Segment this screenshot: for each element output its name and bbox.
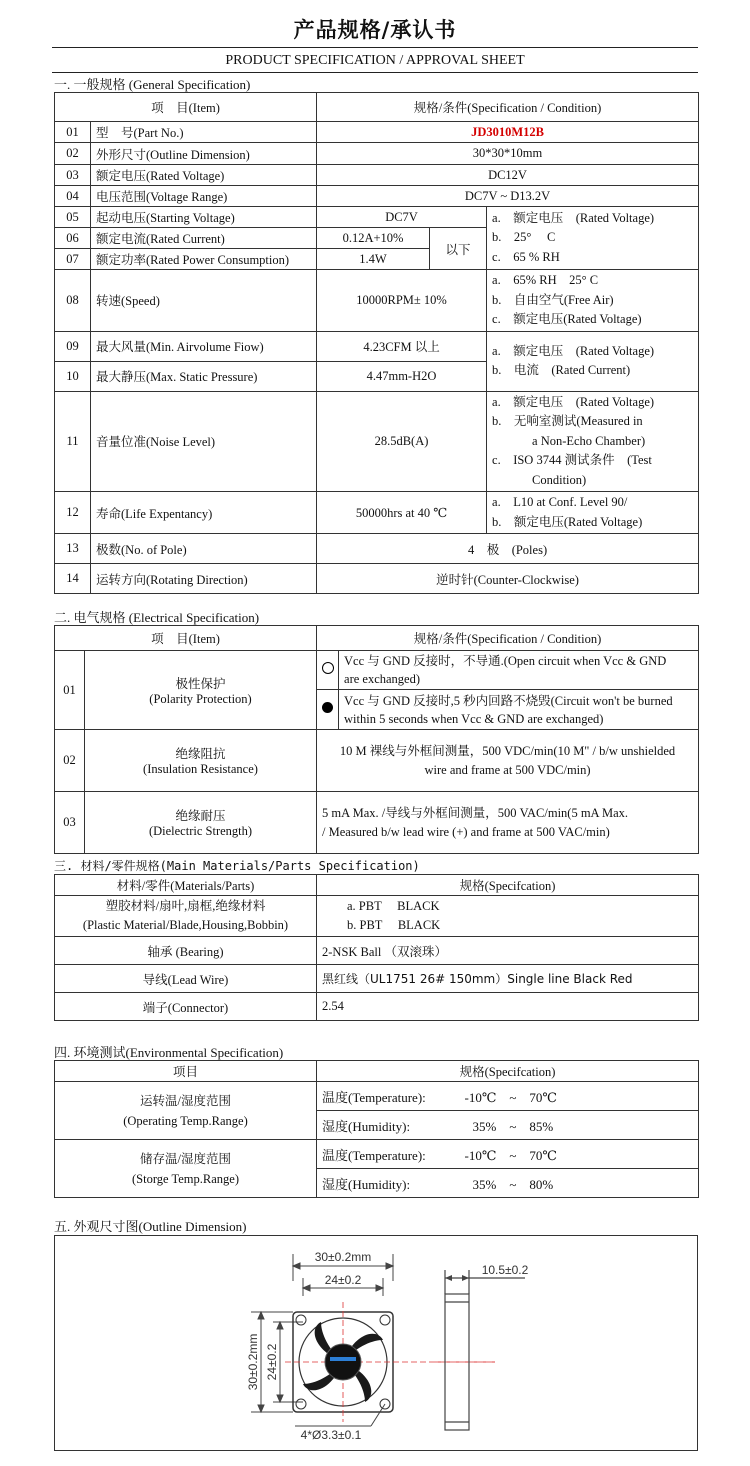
row-no: 13 <box>55 534 91 564</box>
row-item: 最大静压(Max. Static Pressure) <box>91 361 317 391</box>
row-spec: 4 极 (Poles) <box>317 534 699 564</box>
spec-line: b. PBT BLACK <box>347 918 441 932</box>
spec-line: 10 M 裸线与外框间测量，500 VDC/min(10 M" / b/w unshielded <box>339 743 676 758</box>
dim-outer-label: 30±0.2mm <box>314 1250 372 1264</box>
row-item: 极数(No. of Pole) <box>91 534 317 564</box>
item-cn: 绝缘耐压 <box>175 809 226 823</box>
row-spec: 30*30*10mm <box>317 143 699 165</box>
outline-drawing <box>55 1236 697 1450</box>
row-no: 01 <box>55 651 85 730</box>
row-item: 音量位准(Noise Level) <box>91 391 317 492</box>
outline-drawing-frame <box>54 1235 698 1451</box>
condition-line: c. 额定电压(Rated Voltage) <box>492 312 642 326</box>
filled-circle-icon <box>317 690 339 730</box>
row-spec: 4.47mm-H2O <box>317 361 487 391</box>
spec-line: Vcc 与 GND 反接时,5 秒内回路不烧毁(Circuit won't be burned <box>344 693 673 708</box>
row-no: 04 <box>55 186 91 207</box>
spec-line: wire and frame at 500 VDC/min) <box>424 762 591 777</box>
row-spec <box>317 730 699 792</box>
condition-line: b. 25° C <box>492 230 556 245</box>
row-no: 01 <box>55 122 91 143</box>
row-item: 外形尺寸(Outline Dimension) <box>91 143 317 165</box>
row-item <box>85 792 317 854</box>
row-no: 03 <box>55 792 85 854</box>
head-spec: 规格(Specifcation) <box>317 875 699 896</box>
row-item: 转速(Speed) <box>91 270 317 332</box>
condition-line: b. 无响室测试(Measured in <box>492 414 643 428</box>
row-no: 02 <box>55 143 91 165</box>
hum-range: 35% ~ 85% <box>457 1111 699 1140</box>
row-no: 12 <box>55 492 91 534</box>
row-no: 14 <box>55 564 91 594</box>
row-no: 02 <box>55 730 85 792</box>
section-electrical-heading: 二. 电气规格 (Electrical Specification) <box>54 610 260 625</box>
item-en: (Storge Temp.Range) <box>132 1171 239 1186</box>
row-no: 10 <box>55 361 91 391</box>
spec-line: are exchanged) <box>344 672 421 686</box>
item-cn: 极性保护 <box>175 676 226 691</box>
condition-list <box>487 391 699 492</box>
condition-list <box>487 331 699 391</box>
part-number: JD3010M12B <box>317 122 699 143</box>
condition-line: a. 额定电压 (Rated Voltage) <box>492 343 655 358</box>
item-en: (Plastic Material/Blade,Housing,Bobbin) <box>82 918 289 932</box>
item-cn: 运转温/湿度范围 <box>140 1093 231 1108</box>
condition-line: a. 额定电压 (Rated Voltage) <box>492 210 655 225</box>
item-cn: 储存温/湿度范围 <box>140 1151 231 1166</box>
below-label: 以下 <box>430 228 487 270</box>
row-spec: 黑红线（UL1751 26# 150mm）Single line Black Red <box>317 965 699 993</box>
row-item: 额定功率(Rated Power Consumption) <box>91 249 317 270</box>
head-item: 项目 <box>55 1061 317 1082</box>
temp-range: -10℃ ~ 70℃ <box>457 1082 699 1111</box>
head-spec: 规格/条件(Specification / Condition) <box>317 93 699 122</box>
condition-line: b. 额定电压(Rated Voltage) <box>492 514 643 529</box>
condition-list <box>487 270 699 332</box>
row-no: 08 <box>55 270 91 332</box>
section-outline-heading: 五. 外观尺寸图(Outline Dimension) <box>54 1219 247 1234</box>
spec-line: a. PBT BLACK <box>347 899 440 913</box>
electrical-spec-table <box>54 625 699 854</box>
dim-inner-label: 24±0.2 <box>324 1273 362 1287</box>
item-en: (Polarity Protection) <box>149 691 252 706</box>
open-circle-icon <box>317 651 339 690</box>
condition-line: c. 65 % RH <box>492 249 560 264</box>
title-rule <box>52 47 698 48</box>
row-item: 端子(Connector) <box>55 993 317 1021</box>
row-item: 电压范围(Voltage Range) <box>91 186 317 207</box>
row-no: 06 <box>55 228 91 249</box>
row-spec: 2.54 <box>317 993 699 1021</box>
condition-line: b. 电流 (Rated Current) <box>492 363 631 377</box>
row-item <box>85 730 317 792</box>
temp-label: 温度(Temperature): <box>317 1140 457 1169</box>
head-item: 材料/零件(Materials/Parts) <box>55 875 317 896</box>
row-spec: 28.5dB(A) <box>317 391 487 492</box>
hum-label: 湿度(Humidity): <box>317 1169 457 1198</box>
row-item: 型 号(Part No.) <box>91 122 317 143</box>
temp-label: 温度(Temperature): <box>317 1082 457 1111</box>
page-subtitle: PRODUCT SPECIFICATION / APPROVAL SHEET <box>225 53 525 68</box>
row-item <box>55 1082 317 1140</box>
row-item: 最大风量(Min. Airvolume Fiow) <box>91 331 317 361</box>
row-spec: DC7V ~ D13.2V <box>317 186 699 207</box>
row-spec <box>339 651 699 690</box>
row-spec: 1.4W <box>317 249 430 270</box>
spec-line: within 5 seconds when Vcc & GND are exchanged) <box>344 711 604 726</box>
row-no: 11 <box>55 391 91 492</box>
row-item <box>55 896 317 937</box>
row-item <box>55 1140 317 1198</box>
row-item: 寿命(Life Expentancy) <box>91 492 317 534</box>
row-spec: 逆时针(Counter-Clockwise) <box>317 564 699 594</box>
spec-line: 5 mA Max. /导线与外框间测量，500 VAC/min(5 mA Max. <box>322 805 629 820</box>
item-en: (Dielectric Strength) <box>148 824 253 838</box>
row-spec <box>317 792 699 854</box>
spec-line: / Measured b/w lead wire (+) and frame at 500 VAC/min) <box>322 824 610 839</box>
condition-line: a. 65% RH 25° C <box>492 273 599 287</box>
row-spec: 50000hrs at 40 ℃ <box>317 492 487 534</box>
condition-line: a. L10 at Conf. Level 90/ <box>492 495 628 509</box>
condition-line: Condition) <box>532 472 587 487</box>
row-no: 03 <box>55 165 91 186</box>
hum-label: 湿度(Humidity): <box>317 1111 457 1140</box>
row-item: 导线(Lead Wire) <box>55 965 317 993</box>
item-en: (Insulation Resistance) <box>143 762 258 776</box>
row-item <box>85 651 317 730</box>
head-spec: 规格/条件(Specification / Condition) <box>317 626 699 651</box>
environment-table <box>54 1060 699 1198</box>
row-spec: 0.12A+10% <box>317 228 430 249</box>
head-item: 项 目(Item) <box>55 626 317 651</box>
hum-range: 35% ~ 80% <box>457 1169 699 1198</box>
head-spec: 规格(Specifcation) <box>317 1061 699 1082</box>
row-spec <box>339 690 699 730</box>
subtitle-rule <box>52 72 698 73</box>
dim-outer-vertical-label: 30±0.2mm <box>246 1333 260 1391</box>
head-item: 项 目(Item) <box>55 93 317 122</box>
row-item: 额定电压(Rated Voltage) <box>91 165 317 186</box>
section-general-heading: 一. 一般规格 (General Specification) <box>54 77 251 92</box>
page-title: 产品规格/承认书 <box>293 18 457 42</box>
item-cn: 塑胶材料/扇叶,扇框,绝缘材料 <box>105 899 266 913</box>
row-spec: DC7V <box>317 207 487 228</box>
row-spec: 10000RPM± 10% <box>317 270 487 332</box>
item-en: (Operating Temp.Range) <box>123 1113 248 1128</box>
row-no: 05 <box>55 207 91 228</box>
section-environment-heading: 四. 环境测试(Environmental Specification) <box>54 1045 284 1060</box>
row-spec: 2-NSK Ball （双滚珠） <box>317 937 699 965</box>
row-spec <box>317 896 699 937</box>
row-item: 额定电流(Rated Current) <box>91 228 317 249</box>
general-spec-table <box>54 92 699 594</box>
row-item: 起动电压(Starting Voltage) <box>91 207 317 228</box>
row-spec: DC12V <box>317 165 699 186</box>
condition-line: a Non-Echo Chamber) <box>532 433 646 448</box>
dim-holes-label: 4*Ø3.3±0.1 <box>300 1428 362 1442</box>
row-item: 运转方向(Rotating Direction) <box>91 564 317 594</box>
dim-thickness-label: 10.5±0.2 <box>481 1263 529 1277</box>
temp-range: -10℃ ~ 70℃ <box>457 1140 699 1169</box>
row-spec: 4.23CFM 以上 <box>317 331 487 361</box>
condition-line: b. 自由空气(Free Air) <box>492 292 614 307</box>
row-item: 轴承 (Bearing) <box>55 937 317 965</box>
row-no: 09 <box>55 331 91 361</box>
condition-list <box>487 492 699 534</box>
item-cn: 绝缘阻抗 <box>175 747 226 761</box>
condition-line: a. 额定电压 (Rated Voltage) <box>492 394 655 409</box>
section-materials-heading: 三. 材料/零件规格(Main Materials/Parts Specification) <box>54 859 420 873</box>
spec-line: Vcc 与 GND 反接时，不导通.(Open circuit when Vcc & GND <box>344 654 667 668</box>
condition-list <box>487 207 699 270</box>
dim-inner-vertical-label: 24±0.2 <box>265 1343 279 1381</box>
materials-table <box>54 874 699 1021</box>
row-no: 07 <box>55 249 91 270</box>
condition-line: c. ISO 3744 测试条件 (Test <box>492 453 652 467</box>
